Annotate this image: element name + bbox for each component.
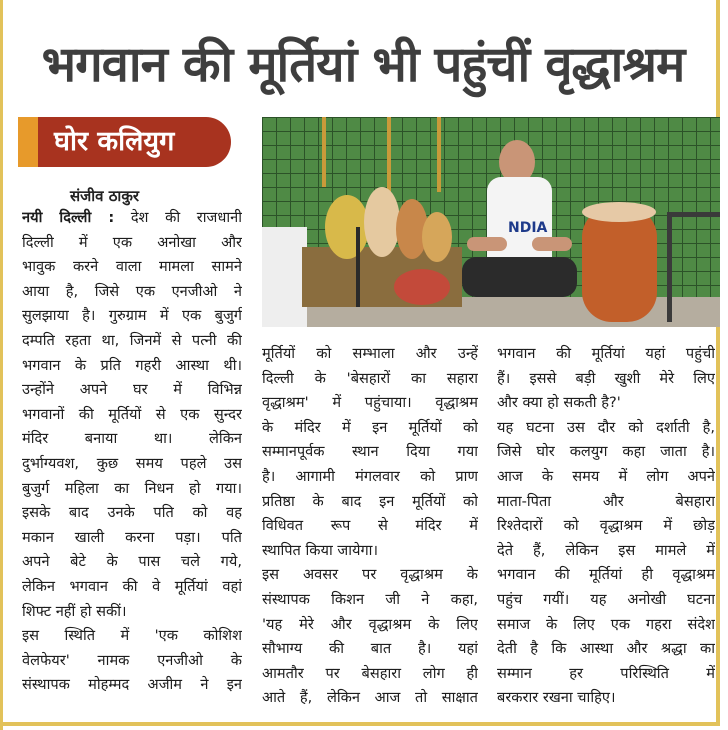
column-2-line: सम्मानपूर्वक स्थान दिया गया	[262, 443, 478, 461]
column-1-line: संस्थापक मोहम्मद अजीम ने इन	[22, 676, 242, 694]
column-3-line: भगवान की मूर्तियां ही वृद्धाश्रम	[497, 566, 715, 584]
column-2-line: दिल्ली के 'बेसहारों का सहारा	[262, 369, 478, 387]
column-3-line: सम्मान हर परिस्थिति में	[497, 664, 715, 682]
column-2-line: के मंदिर में इन मूर्तियों को	[262, 418, 478, 436]
column-1	[22, 206, 242, 698]
column-3-line: देते हैं, लेकिन इस मामले में	[497, 541, 715, 559]
column-1-line: मंदिर बनाया था। लेकिन	[22, 430, 242, 448]
column-2-line: स्थापित किया जायेगा।	[262, 541, 378, 559]
column-1-line: उन्होंने अपने घर में विभिन्न	[22, 381, 242, 399]
column-2-line: आमतौर पर बेसहारा लोग ही	[262, 664, 478, 682]
column-3-line: माता-पिता और बेसहारा	[497, 492, 715, 510]
column-2-line: वृद्धाश्रम' में पहुंचाया। वृद्धाश्रम	[262, 394, 478, 412]
column-2-line: प्रतिष्ठा के बाद इन मूर्तियों को	[262, 492, 478, 510]
column-1-line: नयी दिल्ली : देश की राजधानी	[22, 209, 242, 226]
column-3-line: और क्या हो सकती है?'	[497, 394, 621, 412]
column-2-line: सौभाग्य की बात है। यहां	[262, 640, 478, 658]
column-1-line: सुलझाया है। गुरुग्राम में एक बुजुर्ग	[22, 307, 242, 325]
column-2-line: संस्थापक किशन जी ने कहा,	[262, 590, 478, 608]
column-3-line: हैं। इससे बड़ी खुशी मेरे लिए	[497, 369, 715, 387]
column-1-line: वेलफेयर' नामक एनजीओ के	[22, 651, 242, 669]
tag-accent-bar	[18, 117, 38, 167]
column-3-line: समाज के लिए एक गहरा संदेश	[497, 615, 715, 633]
column-1-line: शिफ्ट नहीं हो सकीं।	[22, 602, 127, 620]
column-1-line: लेकिन भगवान की वे मूर्तियां वहां	[22, 577, 242, 595]
column-1-line: दिल्ली में एक अनोखा और	[22, 233, 242, 251]
column-3-line: जिसे घोर कलयुग कहा जाता है।	[497, 443, 715, 461]
column-1-line: बुजुर्ग महिला का निधन हो गया।	[22, 479, 242, 497]
column-3-line: आज के समय में लोग अपने	[497, 467, 715, 485]
column-2-line: इस अवसर पर वृद्धाश्रम के	[262, 566, 478, 584]
column-3-line: पहुंच गयीं। यह अनोखी घटना	[497, 590, 715, 608]
column-1-line: आया है, जिसे एक एनजीओ ने	[22, 282, 242, 300]
tag-label: घोर कलियुग	[38, 117, 231, 167]
byline: संजीव ठाकुर	[70, 187, 139, 205]
article-photo	[262, 117, 720, 327]
column-3-line: रिश्तेदारों को वृद्धाश्रम में छोड़	[497, 517, 715, 535]
column-2-line: है। आगामी मंगलवार को प्राण	[262, 467, 478, 485]
column-1-line: भावुक करने वाला मामला सामने	[22, 258, 242, 276]
headline: भगवान की मूर्तियां भी पहुंचीं वृद्धाश्रम	[41, 36, 685, 93]
photo-illustration	[262, 117, 720, 327]
column-1-line: भगवानों की मूर्तियों से एक सुन्दर	[22, 405, 242, 423]
column-2-line: 'यह मेरे और वृद्धाश्रम के लिए	[262, 615, 478, 633]
column-1-line: अपने बेटे के पास चले गये,	[22, 553, 242, 571]
column-1-line: भगवान के प्रति गहरी आस्था थी।	[22, 356, 242, 374]
column-1-line: दम्पति रहता था, जिनमें से पत्नी की	[22, 331, 242, 349]
section-tag	[18, 117, 239, 167]
column-3-line: बरकरार रखना चाहिए।	[497, 689, 616, 707]
dateline: नयी दिल्ली :	[22, 209, 115, 226]
column-1-line: दुर्भाग्यवश, कुछ समय पहले उस	[22, 454, 242, 472]
column-3	[497, 342, 715, 711]
column-1-line: मकान खाली करना पड़ा। पति	[22, 528, 242, 546]
tshirt-text: NDIA	[508, 220, 548, 236]
column-2	[262, 342, 478, 711]
column-3-line: यह घटना उस दौर को दर्शाती है,	[497, 418, 715, 436]
column-3-line: भगवान की मूर्तियां यहां पहुंची	[497, 345, 715, 362]
column-3-line: देती है कि आस्था और श्रद्धा का	[497, 640, 715, 658]
column-2-line: मूर्तियों को सम्भाला और उन्हें	[262, 345, 478, 362]
column-1-line: इसके बाद उनके पति को वह	[22, 504, 242, 522]
column-2-line: विधिवत रूप से मंदिर में	[262, 517, 478, 535]
column-2-line: आते हैं, लेकिन आज तो साक्षात	[262, 689, 478, 707]
column-1-line: इस स्थिति में 'एक कोशिश	[22, 627, 242, 645]
